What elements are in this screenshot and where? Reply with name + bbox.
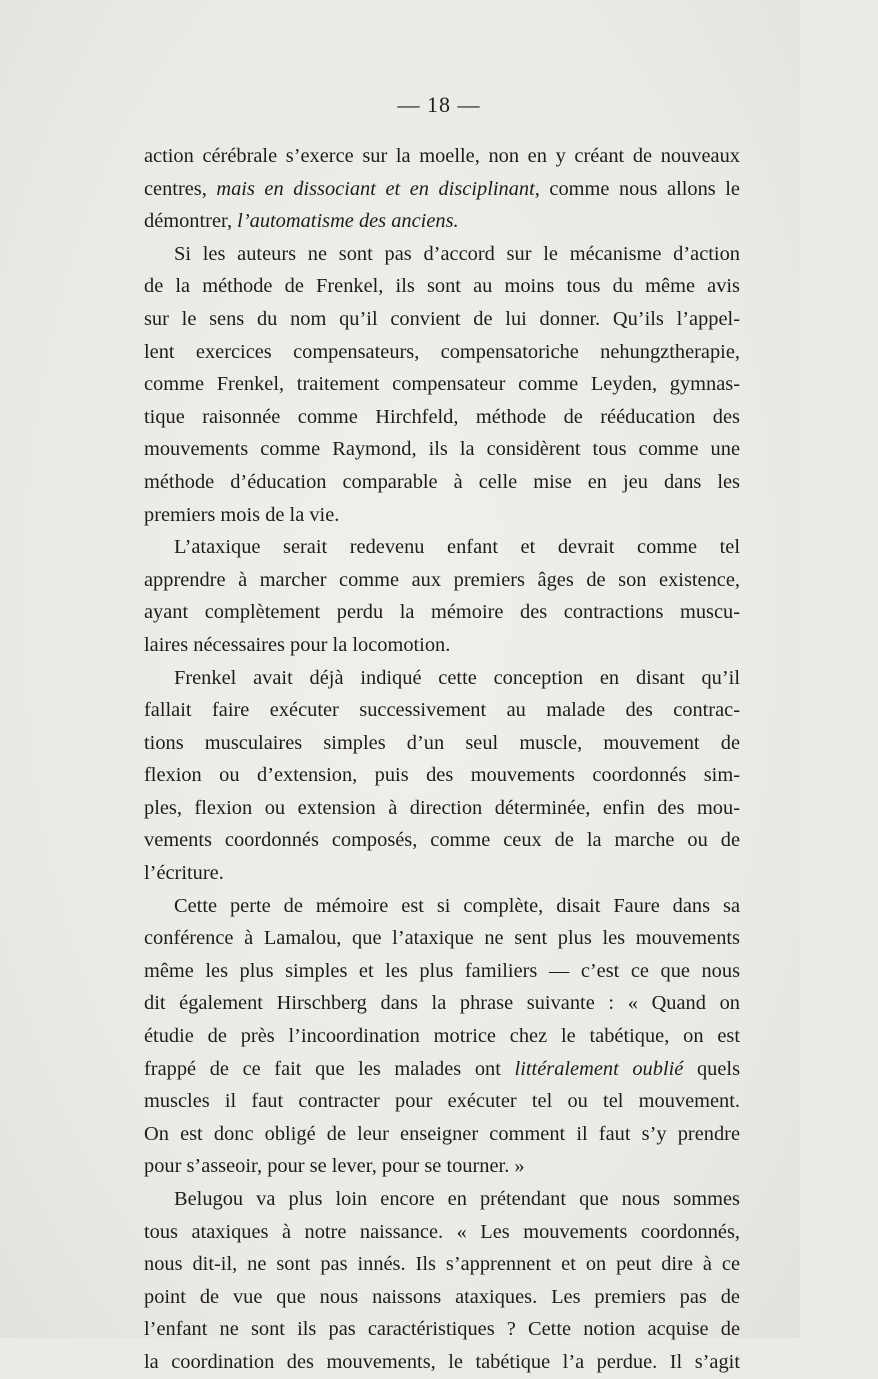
- text-run: conférence à Lamalou, que l’ataxique ne sent plus les mouvements: [144, 927, 740, 950]
- text-line: [144, 401, 740, 434]
- body-text: [144, 140, 740, 1379]
- text-run: premiers mois de la vie.: [144, 503, 340, 526]
- text-line: [144, 1346, 740, 1379]
- text-run: même les plus simples et les plus familiers — c’est ce que nous: [144, 959, 740, 982]
- text-line: [144, 955, 740, 988]
- text-run: tique raisonnée comme Hirchfeld, méthode de rééducation des: [144, 405, 740, 428]
- text-line: [144, 368, 740, 401]
- text-line: [144, 857, 740, 890]
- text-line: [144, 1281, 740, 1314]
- text-run: action cérébrale s’exerce sur la moelle, non en y créant de nouveaux: [144, 145, 740, 167]
- text-run: ayant complètement perdu la mémoire des contractions muscu-: [144, 601, 740, 624]
- text-line: [144, 238, 740, 271]
- italic-text: l’automatisme des anciens.: [237, 210, 459, 233]
- text-run: On est donc obligé de leur enseigner comment il faut s’y prendre: [144, 1122, 740, 1145]
- text-run: flexion ou d’extension, puis des mouvements coordonnés sim-: [144, 764, 740, 787]
- text-run: Frenkel avait déjà indiqué cette conception en disant qu’il: [174, 666, 740, 689]
- text-run: comme Frenkel, traitement compensateur comme Leyden, gymnas-: [144, 373, 740, 396]
- italic-text: littéralement oublié: [514, 1057, 684, 1080]
- text-line: [144, 1183, 740, 1216]
- text-run: apprendre à marcher comme aux premiers âges de son existence,: [144, 568, 740, 591]
- text-line: [144, 1150, 740, 1183]
- text-run: de la méthode de Frenkel, ils sont au moins tous du même avis: [144, 275, 740, 298]
- text-run: L’ataxique serait redevenu enfant et devrait comme tel: [174, 536, 740, 559]
- text-line: [144, 824, 740, 857]
- text-line: [144, 205, 740, 238]
- text-line: [144, 1118, 740, 1151]
- text-run: laires nécessaires pour la locomotion.: [144, 633, 451, 656]
- text-run: démontrer,: [144, 210, 238, 233]
- text-line: [144, 1313, 740, 1346]
- text-run: muscles il faut contracter pour exécuter tel ou tel mouvement.: [144, 1090, 740, 1113]
- text-run: nous dit-il, ne sont pas innés. Ils s’apprennent et on peut dire à ce: [144, 1253, 740, 1276]
- text-line: [144, 987, 740, 1020]
- text-run: ples, flexion ou extension à direction déterminée, enfin des mou-: [144, 796, 740, 819]
- italic-text: mais en dissociant et en disciplinant,: [216, 177, 540, 200]
- text-run: la coordination des mouvements, le tabétique l’a perdue. Il s’agit: [144, 1350, 740, 1373]
- text-run: lent exercices compensateurs, compensatoriche nehungztherapie,: [144, 340, 740, 363]
- text-line: [144, 270, 740, 303]
- page-number: — 18 —: [397, 92, 481, 117]
- text-run: Cette perte de mémoire est si complète, disait Faure dans sa: [174, 894, 740, 917]
- text-run: fallait faire exécuter successivement au malade des contrac-: [144, 699, 740, 722]
- text-line: [144, 629, 740, 662]
- text-run: tous ataxiques à notre naissance. « Les mouvements coordonnés,: [144, 1220, 740, 1243]
- text-line: [144, 1020, 740, 1053]
- text-line: [144, 792, 740, 825]
- text-run: Belugou va plus loin encore en prétendant que nous sommes: [174, 1188, 740, 1210]
- text-line: [144, 596, 740, 629]
- text-run: tions musculaires simples d’un seul muscle, mouvement de: [144, 731, 740, 754]
- text-run: méthode d’éducation comparable à celle mise en jeu dans les: [144, 470, 740, 493]
- text-line: [144, 499, 740, 532]
- text-run: point de vue que nous naissons ataxiques. Les premiers pas de: [144, 1285, 740, 1308]
- text-run: vements coordonnés composés, comme ceux de la marche ou de: [144, 829, 740, 852]
- text-line: [144, 922, 740, 955]
- text-line: [144, 1248, 740, 1281]
- text-line: [144, 173, 740, 206]
- text-line: [144, 564, 740, 597]
- text-line: [144, 694, 740, 727]
- text-line: [144, 727, 740, 760]
- text-line: [144, 433, 740, 466]
- text-run: dit également Hirschberg dans la phrase suivante : « Quand on: [144, 992, 740, 1015]
- text-run: Si les auteurs ne sont pas d’accord sur le mécanisme d’action: [174, 242, 740, 265]
- text-run: frappé de ce fait que les malades ont: [144, 1057, 515, 1080]
- text-line: [144, 140, 740, 173]
- text-line: [144, 303, 740, 336]
- text-run: comme nous allons le: [539, 177, 740, 200]
- text-line: [144, 890, 740, 923]
- text-line: [144, 1053, 740, 1086]
- text-run: l’écriture.: [144, 862, 224, 885]
- text-run: étudie de près l’incoordination motrice chez le tabétique, on est: [144, 1025, 740, 1048]
- text-line: [144, 1085, 740, 1118]
- text-line: [144, 531, 740, 564]
- text-line: [144, 662, 740, 695]
- text-run: quels: [683, 1057, 741, 1080]
- text-run: l’enfant ne sont ils pas caractéristiques ? Cette notion acquise de: [144, 1318, 740, 1341]
- text-run: centres,: [144, 177, 217, 200]
- text-line: [144, 1216, 740, 1249]
- text-line: [144, 759, 740, 792]
- text-run: mouvements comme Raymond, ils la considèrent tous comme une: [144, 438, 740, 461]
- text-line: [144, 466, 740, 499]
- text-run: sur le sens du nom qu’il convient de lui donner. Qu’ils l’appel-: [144, 307, 740, 330]
- text-run: pour s’asseoir, pour se lever, pour se tourner. »: [144, 1155, 525, 1178]
- text-line: [144, 336, 740, 369]
